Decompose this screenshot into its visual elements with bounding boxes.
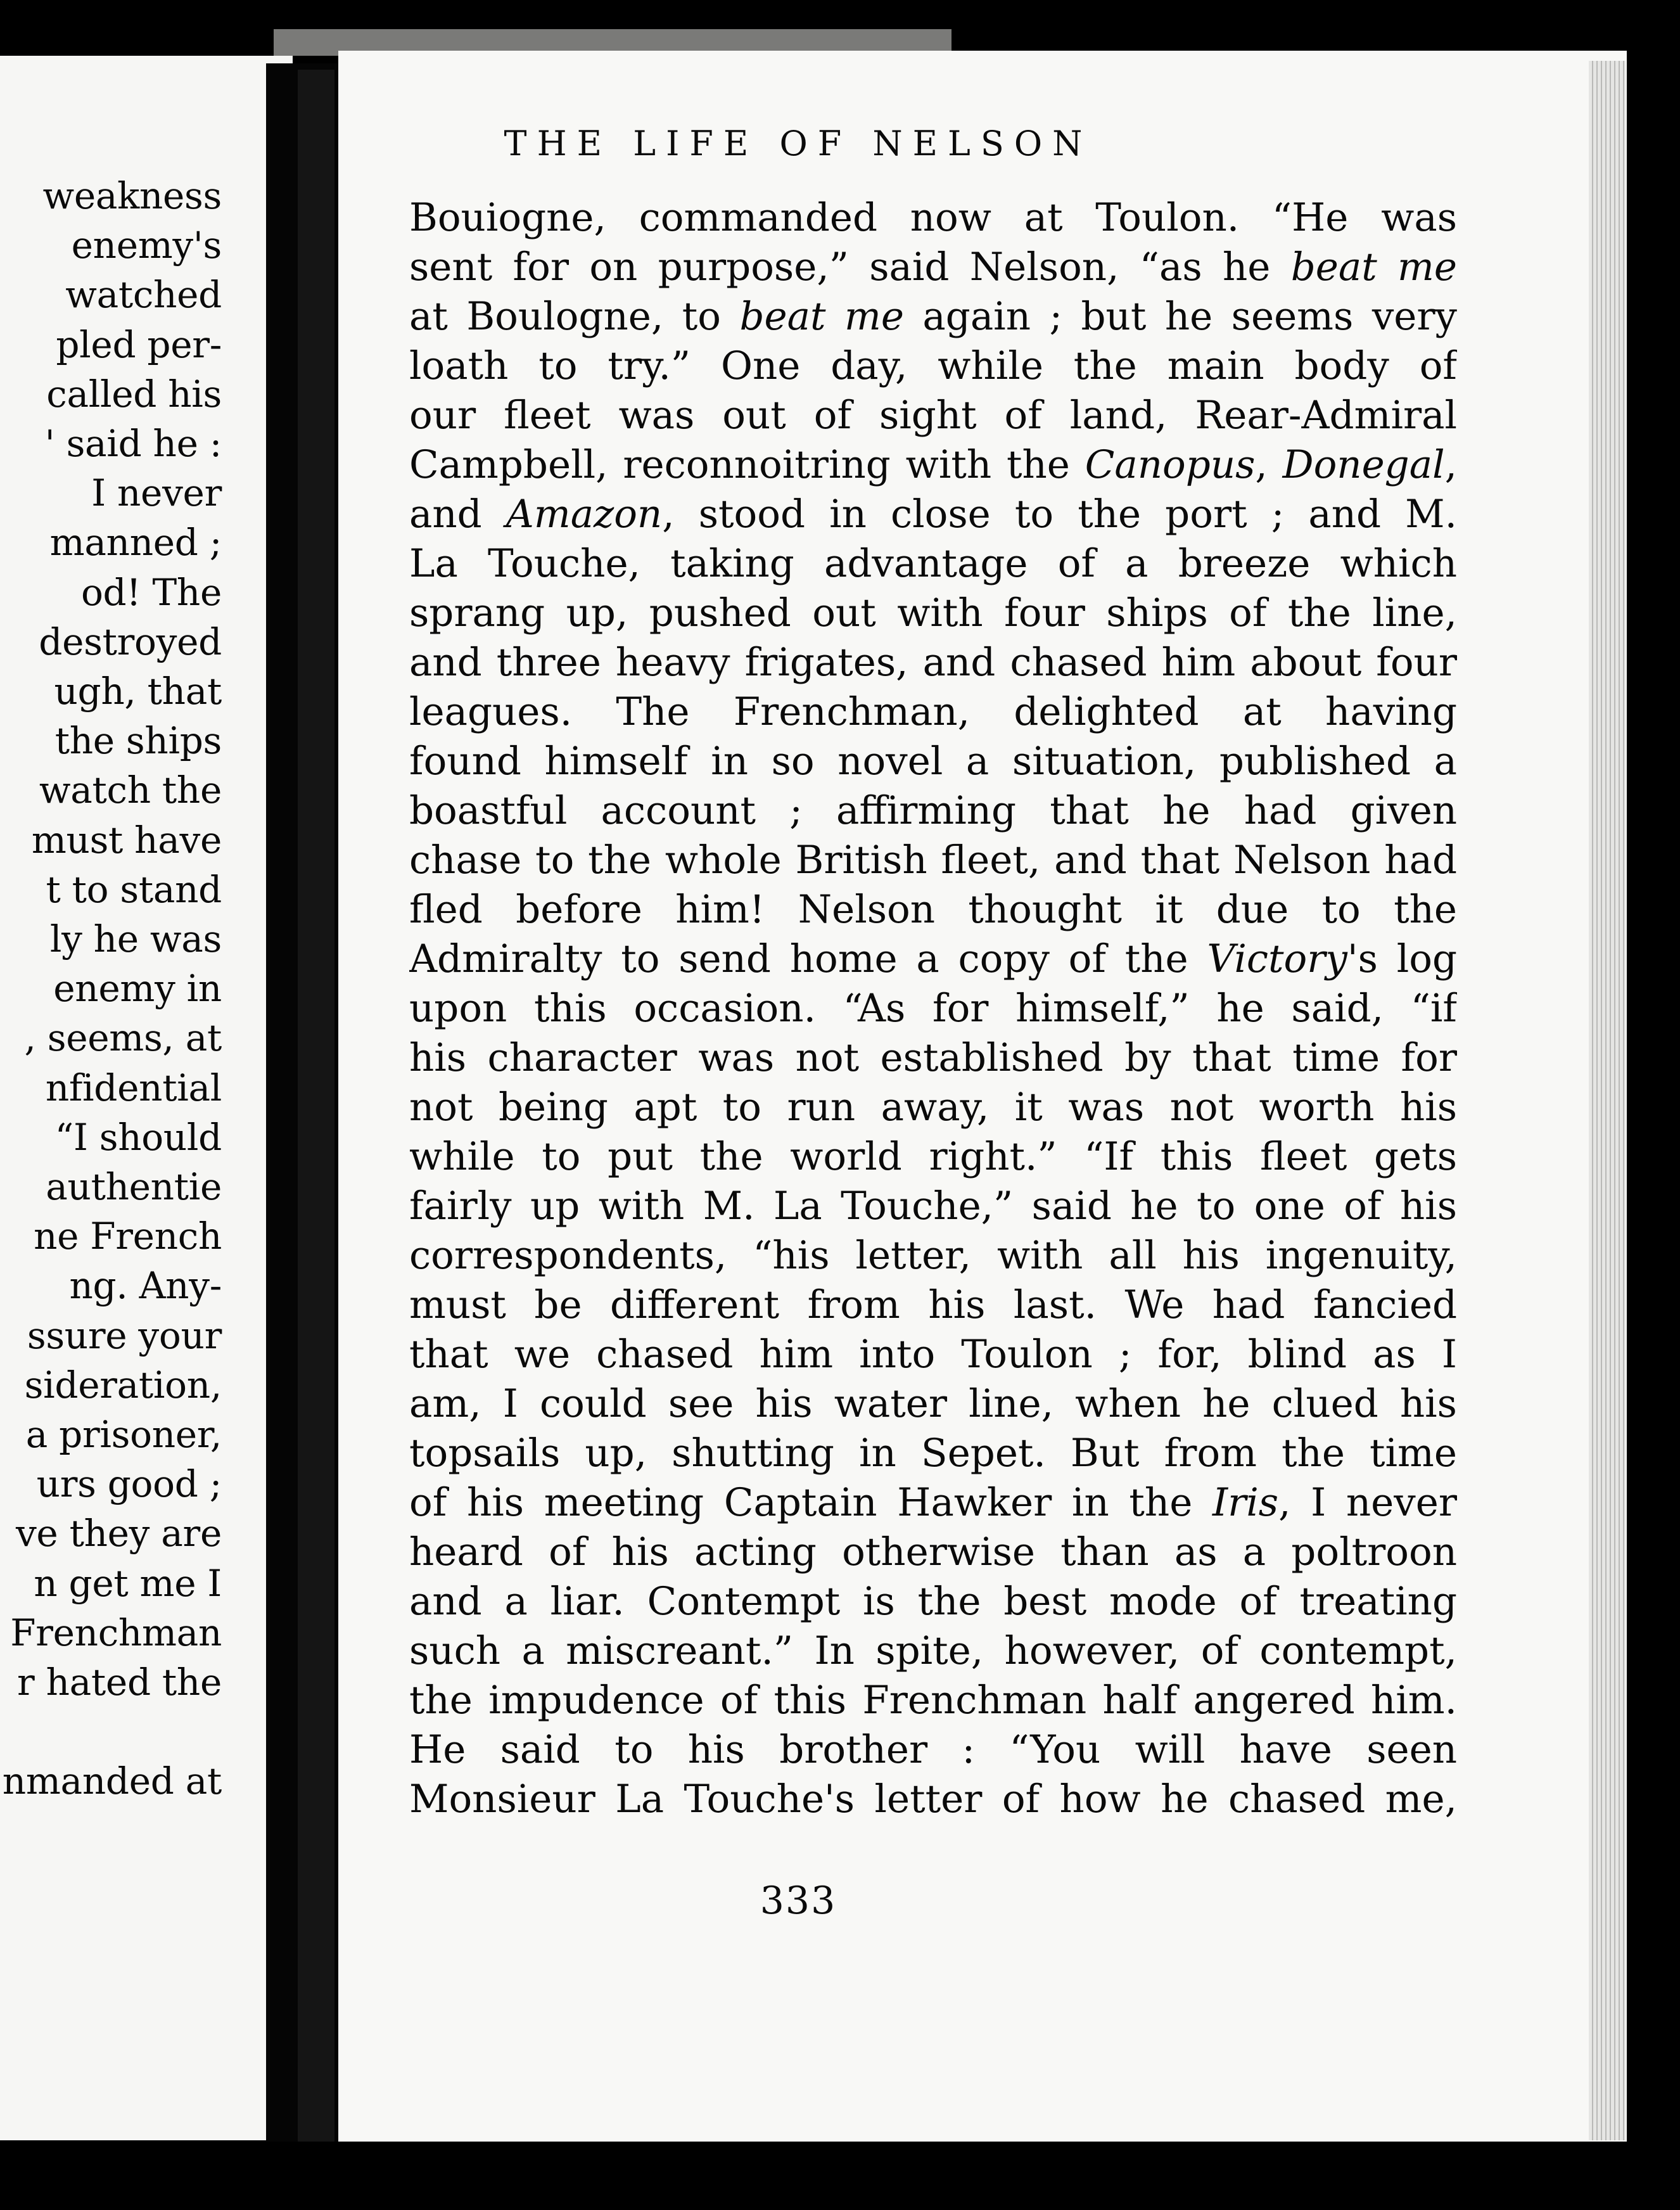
left-page-line: , seems, at: [24, 1016, 222, 1060]
body-line: of his meeting Captain Hawker in the Iris, I never: [409, 1480, 1457, 1525]
left-page-line: nfidential: [45, 1066, 222, 1109]
left-page-line: I never: [91, 471, 222, 515]
body-line: leagues. The Frenchman, delighted at having: [409, 689, 1457, 734]
left-page-line: a prisoner,: [25, 1413, 222, 1456]
body-line: such a miscreant.” In spite, however, of contempt,: [409, 1628, 1457, 1673]
body-line: loath to try.” One day, while the main body of: [409, 343, 1457, 388]
left-page-line: enemy in: [53, 967, 222, 1011]
body-line: fled before him! Nelson thought it due to the: [409, 887, 1457, 932]
left-page-line: authentie: [46, 1165, 222, 1208]
body-line: He said to his brother : “You will have seen: [409, 1727, 1457, 1772]
body-line: at Boulogne, to beat me again ; but he seems very: [409, 294, 1457, 339]
body-line: and a liar. Contempt is the best mode of treating: [409, 1579, 1457, 1624]
body-line: heard of his acting otherwise than as a poltroon: [409, 1530, 1457, 1574]
body-line: La Touche, taking advantage of a breeze which: [409, 541, 1457, 586]
left-page-line: the ships: [54, 719, 222, 763]
left-page-line: destroyed: [39, 620, 222, 663]
body-line: while to put the world right.” “If this fleet gets: [409, 1134, 1457, 1179]
left-page-line: watch the: [39, 769, 222, 812]
body-line: Bouiogne, commanded now at Toulon. “He was: [409, 195, 1457, 240]
body-line: correspondents, “his letter, with all his ingenuity,: [409, 1233, 1457, 1278]
left-page-line: called his: [46, 372, 222, 416]
running-head: THE LIFE OF NELSON: [504, 124, 1093, 163]
left-page-line: ne French: [34, 1215, 222, 1258]
body-line: found himself in so novel a situation, published a: [409, 739, 1457, 784]
left-page-text: [0, 56, 293, 2140]
gutter-shadow: [298, 70, 334, 2142]
left-page-line: pled per-: [56, 323, 222, 366]
body-line: am, I could see his water line, when he clued his: [409, 1381, 1457, 1426]
left-page-line: enemy's: [71, 224, 222, 267]
body-line: the impudence of this Frenchman half angered him.: [409, 1678, 1457, 1723]
body-line: Monsieur La Touche's letter of how he chased me,: [409, 1777, 1457, 1822]
left-page-line: nmanded at: [2, 1760, 222, 1803]
left-page-line: ly he was: [49, 917, 222, 961]
left-page-line: manned ;: [49, 521, 222, 565]
body-line: fairly up with M. La Touche,” said he to one of his: [409, 1184, 1457, 1229]
body-line: must be different from his last. We had fancied: [409, 1282, 1457, 1327]
left-page-line: t to stand: [46, 867, 222, 911]
body-line: that we chased him into Toulon ; for, blind as I: [409, 1332, 1457, 1377]
body-text: [409, 193, 1457, 1824]
left-page-line: must have: [31, 818, 222, 862]
left-page-line: od! The: [80, 570, 222, 614]
body-line: chase to the whole British fleet, and that Nelson had: [409, 838, 1457, 883]
body-line: boastful account ; affirming that he had given: [409, 788, 1457, 833]
left-page-line: ' said he :: [44, 422, 222, 465]
left-page-line: ssure your: [27, 1313, 222, 1357]
body-line: upon this occasion. “As for himself,” he said, “if: [409, 986, 1457, 1031]
left-page-line: ve they are: [15, 1512, 222, 1555]
body-line: and Amazon, stood in close to the port ; and M.: [409, 492, 1457, 537]
left-page-line: ugh, that: [54, 670, 222, 713]
left-page-line: ng. Any-: [69, 1264, 222, 1308]
body-line: not being apt to run away, it was not worth his: [409, 1085, 1457, 1130]
left-page-line: watched: [65, 273, 222, 317]
left-page-line: “I should: [54, 1115, 222, 1159]
body-line: his character was not established by that time for: [409, 1035, 1457, 1080]
left-page-line: sideration,: [24, 1363, 222, 1407]
left-page-line: urs good ;: [36, 1462, 222, 1506]
body-line: and three heavy frigates, and chased him about four: [409, 640, 1457, 685]
left-page-line: n get me I: [34, 1561, 222, 1605]
body-line: Admiralty to send home a copy of the Victory's log: [409, 936, 1457, 981]
page-number: 333: [760, 1879, 837, 1923]
body-line: Campbell, reconnoitring with the Canopus, Donegal,: [409, 442, 1457, 487]
body-line: topsails up, shutting in Sepet. But from the time: [409, 1431, 1457, 1476]
page-edges: [1589, 61, 1626, 2140]
body-line: sprang up, pushed out with four ships of the line,: [409, 591, 1457, 636]
left-page: [0, 56, 293, 2140]
body-line: our fleet was out of sight of land, Rear-Admiral: [409, 393, 1457, 438]
body-line: sent for on purpose,” said Nelson, “as he beat me: [409, 245, 1457, 290]
left-page-line: r hated the: [17, 1661, 222, 1704]
left-page-line: weakness: [42, 174, 222, 217]
left-page-line: Frenchman: [10, 1611, 222, 1654]
